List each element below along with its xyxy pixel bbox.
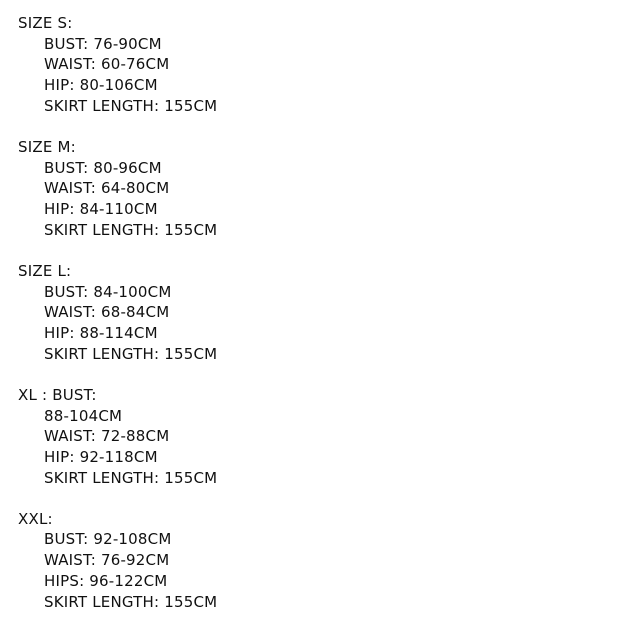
size-xl-skirt-length: SKIRT LENGTH: 155CM <box>44 468 218 487</box>
size-l-heading: SIZE L: <box>18 261 72 280</box>
size-l-block <box>18 261 608 364</box>
size-xl-bust: 88-104CM <box>44 406 123 425</box>
size-m-bust: BUST: 80-96CM <box>44 158 162 177</box>
size-s-heading: SIZE S: <box>18 14 73 32</box>
size-xxl-skirt-length: SKIRT LENGTH: 155CM <box>44 592 218 611</box>
size-m-hip: HIP: 84-110CM <box>44 200 158 218</box>
size-m-skirt-length: SKIRT LENGTH: 155CM <box>44 220 218 239</box>
size-xxl-heading: XXL: <box>18 509 53 528</box>
size-s-skirt-length: SKIRT LENGTH: 155CM <box>44 96 218 115</box>
size-l-skirt-length: SKIRT LENGTH: 155CM <box>44 344 218 363</box>
size-s-hip: HIP: 80-106CM <box>44 76 158 95</box>
size-xxl-block <box>18 509 608 612</box>
size-l-waist: WAIST: 68-84CM <box>44 303 170 322</box>
size-l-bust: BUST: 84-100CM <box>44 282 172 301</box>
size-s-block <box>18 13 608 116</box>
size-xl-hip: HIP: 92-118CM <box>44 447 158 466</box>
size-m-waist: WAIST: 64-80CM <box>44 179 170 198</box>
size-xl-heading: XL : BUST: <box>18 385 97 404</box>
size-s-waist: WAIST: 60-76CM <box>44 55 170 74</box>
size-xl-block <box>18 385 608 488</box>
size-s-bust: BUST: 76-90CM <box>44 34 162 53</box>
size-m-block <box>18 137 608 240</box>
size-m-heading: SIZE M: <box>18 137 76 156</box>
size-chart <box>18 13 608 612</box>
size-l-hip: HIP: 88-114CM <box>44 323 158 342</box>
size-xxl-waist: WAIST: 76-92CM <box>44 551 170 570</box>
size-xxl-bust: BUST: 92-108CM <box>44 530 172 549</box>
size-xxl-hips: HIPS: 96-122CM <box>44 571 168 590</box>
size-xl-waist: WAIST: 72-88CM <box>44 427 170 446</box>
